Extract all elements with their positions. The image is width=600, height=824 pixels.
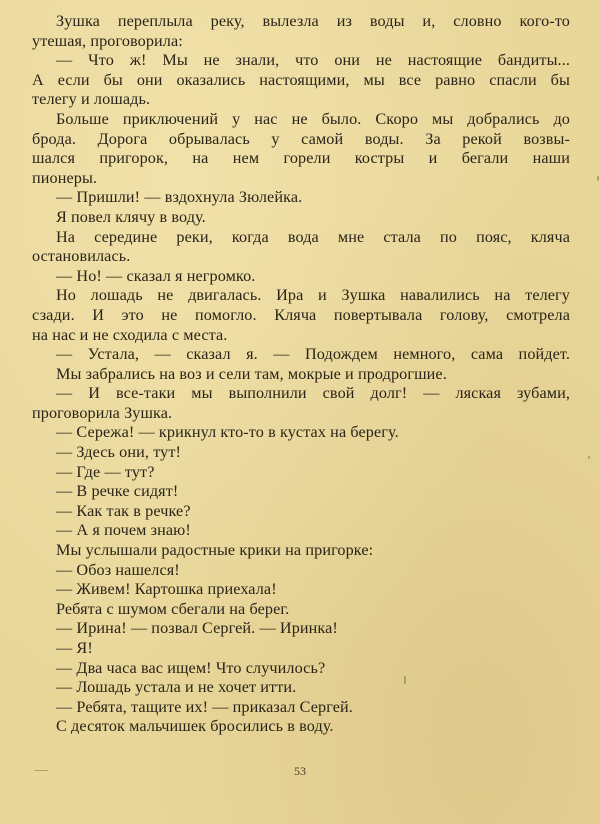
text-line: На середине реки, когда вода мне стала по пояс, кляча bbox=[56, 227, 570, 246]
paper-speck bbox=[34, 770, 48, 771]
text-line: — Что ж! Мы не знали, что они не настоящие бандиты... bbox=[56, 51, 570, 70]
text-line: — И все-таки мы выполнили свой долг! — ляская зубами, bbox=[56, 384, 570, 403]
text-line: — Сережа! — крикнул кто-то в кустах на берегу. bbox=[56, 423, 399, 442]
text-line: на нас и не сходила с места. bbox=[32, 325, 228, 344]
text-line: Мы услышали радостные крики на пригорке: bbox=[56, 541, 374, 560]
text-line: проговорила Зушка. bbox=[32, 403, 173, 422]
text-line: — Живем! Картошка приехала! bbox=[56, 580, 277, 599]
text-line: — Здесь они, тут! bbox=[56, 443, 182, 462]
text-line: — Где — тут? bbox=[56, 462, 155, 481]
text-line: сзади. И это не помогло. Кляча повертывала голову, смотрела bbox=[32, 305, 570, 324]
text-line: шался пригорок, на нем горели костры и бегали наши bbox=[32, 149, 570, 168]
page-number: 53 bbox=[294, 764, 306, 778]
text-line: — Лошадь устала и не хочет итти. bbox=[56, 678, 297, 697]
text-line: брода. Дорога обрывалась у самой воды. За рекой возвы- bbox=[32, 129, 570, 148]
text-line: — Обоз нашелся! bbox=[56, 560, 180, 579]
text-line: С десяток мальчишек бросились в воду. bbox=[56, 717, 334, 736]
text-body bbox=[32, 12, 570, 737]
text-line: — Пришли! — вздохнула Зюлейка. bbox=[56, 188, 303, 207]
text-line: — Ребята, тащите их! — приказал Сергей. bbox=[56, 697, 353, 716]
text-line: — Устала, — сказал я. — Подождем немного, сама пойдет. bbox=[56, 345, 570, 364]
text-line: утешая, проговорила: bbox=[32, 31, 183, 50]
text-line: — Как так в речке? bbox=[56, 501, 191, 520]
text-line: — В речке сидят! bbox=[56, 482, 179, 501]
text-line: Мы забрались на воз и сели там, мокрые и продрогшие. bbox=[56, 364, 447, 383]
text-line: Но лошадь не двигалась. Ира и Зушка навалились на телегу bbox=[56, 286, 570, 305]
text-line: телегу и лошадь. bbox=[32, 90, 151, 109]
text-line: А если бы они оказались настоящими, мы все равно спасли бы bbox=[32, 70, 570, 89]
text-line: — Ирина! — позвал Сергей. — Иринка! bbox=[56, 619, 338, 638]
paper-speck bbox=[597, 176, 599, 181]
text-line: Больше приключений у нас не было. Скоро мы добрались до bbox=[56, 109, 570, 128]
text-line: — Два часа вас ищем! Что случилось? bbox=[56, 658, 326, 677]
text-line: — А я почем знаю! bbox=[56, 521, 191, 540]
text-line: остановилась. bbox=[32, 247, 131, 266]
paper-speck bbox=[404, 676, 406, 684]
text-line: — Я! bbox=[56, 639, 93, 657]
text-line: Ребята с шумом сбегали на берег. bbox=[56, 599, 290, 618]
text-line: — Но! — сказал я негромко. bbox=[56, 266, 256, 285]
text-line: Зушка переплыла реку, вылезла из воды и, словно кого-то bbox=[56, 12, 570, 30]
text-line: Я повел клячу в воду. bbox=[56, 207, 206, 226]
text-line: пионеры. bbox=[32, 168, 98, 187]
paper-speck bbox=[588, 456, 590, 459]
